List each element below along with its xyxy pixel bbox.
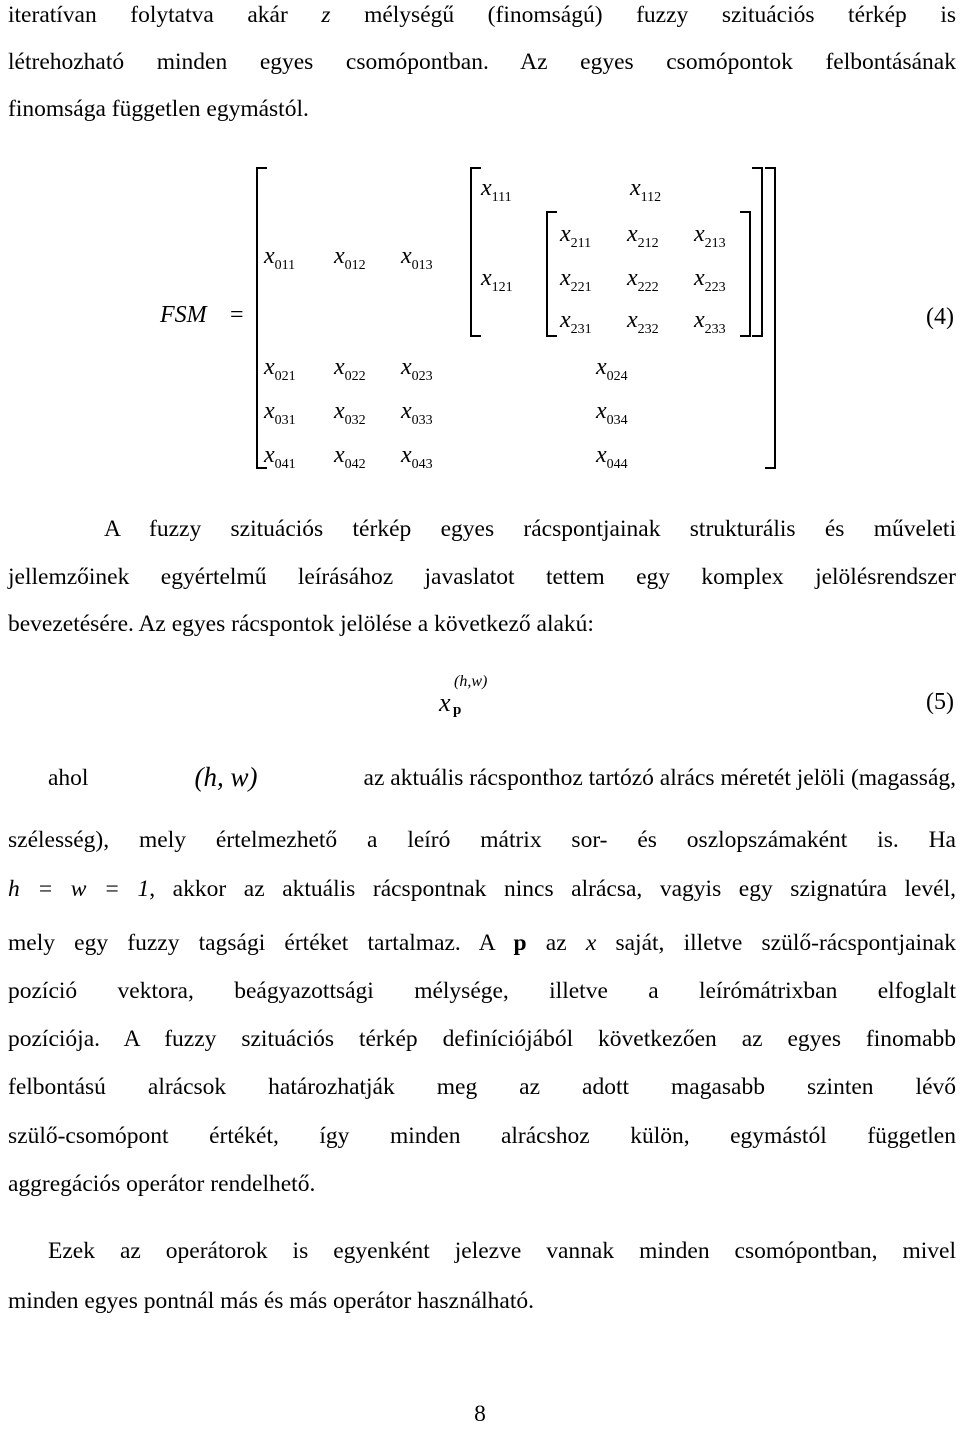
text-line-1: iteratívan folytatva akár z mélységű (finomságú) fuzzy szituációs térkép is [8, 2, 956, 28]
matrix-element: $x_{222}$ [627, 265, 659, 295]
matrix-element: $x_{223}$ [694, 265, 726, 295]
matrix-element: $x_{044}$ [596, 442, 628, 472]
matrix-element: $x_{031}$ [264, 398, 296, 428]
matrix-element: $x_{034}$ [596, 398, 628, 428]
para2-line-8: szülő-csomópont értékét, így minden alrácshoz külön, egymástól független [8, 1123, 956, 1149]
equation-number-5: (5) [926, 689, 954, 715]
para2-line-7: felbontású alrácsok határozhatják meg az adott magasabb szinten lévő [8, 1074, 956, 1100]
level2-bracket-right [740, 211, 751, 337]
para2-line-3: h = w = 1, akkor az aktuális rácspontnak nincs alrácsa, vagyis egy szignatúra levél, [8, 876, 956, 902]
matrix-element: $x_{033}$ [401, 398, 433, 428]
text-line-2: létrehozható minden egyes csomópontban. Az egyes csomópontok felbontásának [8, 49, 956, 75]
page-number: 8 [474, 1401, 486, 1427]
para2-line-2: szélesség), mely értelmezhető a leíró mátrix sor- és oszlopszámaként is. Ha [8, 827, 956, 853]
outer-bracket-right [765, 167, 776, 469]
matrix-element: $x_{121}$ [481, 265, 513, 295]
level1-bracket-left [470, 167, 481, 337]
matrix-element: $x_{013}$ [401, 243, 433, 273]
matrix-element: $x_{221}$ [560, 265, 592, 295]
para2-line-1: ahol (h, w) az aktuális rácsponthoz tartózó alrács méretét jelöli (magasság, [48, 762, 956, 792]
equation-number-4: (4) [926, 304, 954, 330]
matrix-element: $x_{011}$ [264, 243, 296, 273]
eq5-superscript: (h,w) [454, 673, 488, 690]
matrix-element: $x_{233}$ [694, 307, 726, 337]
para1-line-1: A fuzzy szituációs térkép egyes rácspontjainak strukturális és műveleti [104, 516, 956, 542]
matrix-element: $x_{213}$ [694, 221, 726, 251]
para2-line-5: pozíció vektora, beágyazottsági mélysége, illetve a leírómátrixban elfoglalt [8, 978, 956, 1004]
matrix-element: $x_{232}$ [627, 307, 659, 337]
matrix-element: $x_{211}$ [560, 221, 592, 251]
matrix-element: $x_{022}$ [334, 354, 366, 384]
para2-line-9: aggregációs operátor rendelhető. [8, 1171, 316, 1197]
matrix-element: $x_{042}$ [334, 442, 366, 472]
level2-bracket-left [546, 211, 557, 337]
eq5-base: x [439, 688, 451, 717]
matrix-element: $x_{231}$ [560, 307, 592, 337]
matrix-element: $x_{041}$ [264, 442, 296, 472]
matrix-element: $x_{021}$ [264, 354, 296, 384]
para1-line-3: bevezetésére. Az egyes rácspontok jelölése a következő alakú: [8, 611, 594, 637]
text-line-3: finomsága független egymástól. [8, 96, 309, 122]
para3-line-1: Ezek az operátorok is egyenként jelezve vannak minden csomópontban, mivel [48, 1238, 956, 1264]
matrix-element: $x_{043}$ [401, 442, 433, 472]
equals-sign: = [230, 302, 244, 328]
matrix-element: $x_{012}$ [334, 243, 366, 273]
matrix-element: $x_{112}$ [630, 175, 662, 205]
para2-line-6: pozíciója. A fuzzy szituációs térkép definíciójából következően az egyes finomabb [8, 1026, 956, 1052]
matrix-element: $x_{023}$ [401, 354, 433, 384]
para3-line-2: minden egyes pontnál más és más operátor használható. [8, 1288, 534, 1314]
para2-line-4: mely egy fuzzy tagsági értéket tartalmaz. A p az x saját, illetve szülő-rácspontjainak [8, 930, 956, 956]
matrix-element: $x_{212}$ [627, 221, 659, 251]
matrix-element: $x_{024}$ [596, 354, 628, 384]
eq5-subscript: p [453, 702, 462, 718]
matrix-element: $x_{032}$ [334, 398, 366, 428]
para1-line-2: jellemzőinek egyértelmű leírásához javaslatot tettem egy komplex jelölésrendszer [8, 564, 956, 590]
fsm-label: FSM [160, 302, 207, 328]
matrix-element: $x_{111}$ [481, 175, 512, 205]
level1-bracket-right [752, 167, 763, 337]
